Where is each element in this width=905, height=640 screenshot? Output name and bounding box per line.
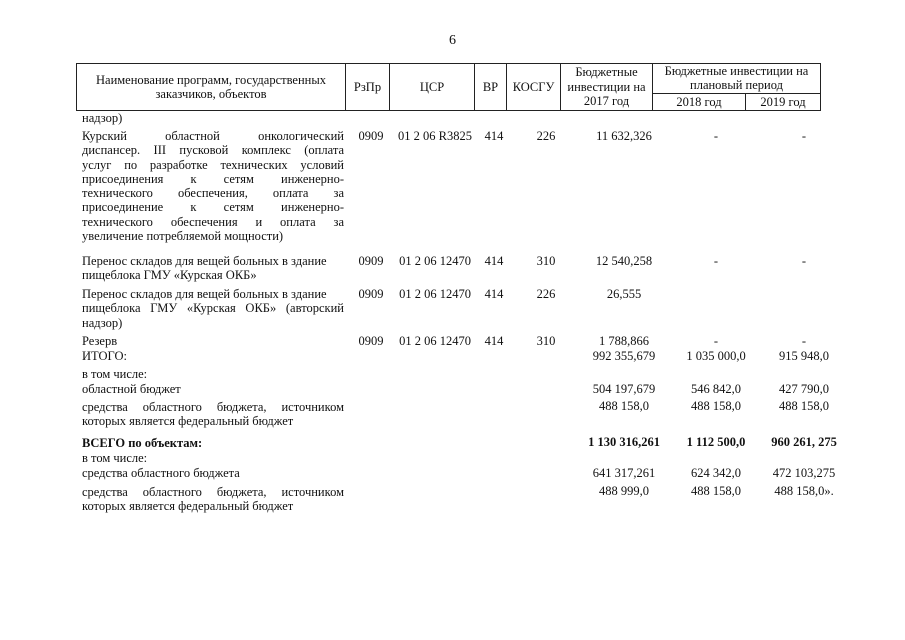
itogo-fed-2018: 488 158,0 (691, 399, 741, 413)
itogo-obl-label: областной бюджет (82, 382, 181, 396)
row-warehouse-rzpr: 0909 (358, 254, 384, 268)
header-csr: ЦСР (390, 64, 475, 111)
row-reserve-2019: - (801, 334, 807, 348)
itogo-2018: 1 035 000,0 (686, 349, 746, 363)
row-reserve-csr: 01 2 06 12470 (399, 334, 471, 348)
row-supervision-kosgu: 226 (536, 287, 556, 301)
vsego-2019: 960 261, 275 (771, 435, 837, 449)
vsego-2017: 1 130 316,261 (588, 435, 660, 449)
vsego-fed-2019: 488 158,0». (774, 484, 834, 498)
itogo-obl-2018: 546 842,0 (691, 382, 741, 396)
row-oncology-2017: 11 632,326 (596, 129, 652, 143)
row-oncology-rzpr: 0909 (358, 129, 384, 143)
itogo-2017: 992 355,679 (592, 349, 656, 363)
table-header (76, 63, 821, 111)
itogo-fed-2019: 488 158,0 (779, 399, 829, 413)
row-reserve-vr: 414 (484, 334, 504, 348)
header-name-column: Наименование программ, государственных заказчиков, объектов (77, 64, 346, 111)
row-continuation: надзор) (82, 111, 123, 125)
row-oncology-name: Курский областной онкологический диспансер. III пусковой комплекс (оплата услуг по разработке технических условий присоединения к сетям инженерно- технического обеспечения, оплата за присоединение к сетям инженерно- технического обеспечения и оплата за увеличение потребляемой мощности) (82, 129, 344, 244)
vsego-label: ВСЕГО по объектам: (82, 436, 203, 450)
row-warehouse-vr: 414 (484, 254, 504, 268)
vsego-obl-label: средства областного бюджета (82, 466, 240, 480)
row-supervision-rzpr: 0909 (358, 287, 384, 301)
itogo-obl-2019: 427 790,0 (779, 382, 829, 396)
header-year-2019: 2019 год (746, 93, 821, 110)
row-reserve-kosgu: 310 (536, 334, 556, 348)
row-reserve-2018: - (713, 334, 719, 348)
header-rzpr: РзПр (346, 64, 390, 111)
vsego-fed-label: средства областного бюджета, источником которых является федеральный бюджет (82, 485, 344, 514)
row-supervision-vr: 414 (484, 287, 504, 301)
row-supervision-name: Перенос складов для вещей больных в здание пищеблока ГМУ «Курская ОКБ» (авторский надзор) (82, 287, 344, 330)
header-invest-2017: Бюджетные инвестиции на 2017 год (561, 64, 653, 111)
row-oncology-kosgu: 226 (536, 129, 556, 143)
itogo-obl-2017: 504 197,679 (592, 382, 656, 396)
itogo-fed-2017: 488 158,0 (599, 399, 649, 413)
row-warehouse-kosgu: 310 (536, 254, 556, 268)
row-warehouse-2019: - (801, 254, 807, 268)
row-supervision-2017: 26,555 (606, 287, 642, 301)
header-year-2018: 2018 год (653, 93, 746, 110)
row-reserve-name: Резерв (82, 334, 118, 348)
row-reserve-2017: 1 788,866 (599, 334, 649, 348)
itogo-incl-label: в том числе: (82, 367, 148, 381)
row-warehouse-2018: - (713, 254, 719, 268)
vsego-fed-2018: 488 158,0 (691, 484, 741, 498)
vsego-obl-2019: 472 103,275 (772, 466, 836, 480)
vsego-incl-label: в том числе: (82, 451, 148, 465)
row-supervision-csr: 01 2 06 12470 (399, 287, 471, 301)
row-warehouse-csr: 01 2 06 12470 (399, 254, 471, 268)
row-oncology-vr: 414 (484, 129, 504, 143)
itogo-fed-label: средства областного бюджета, источником которых является федеральный бюджет (82, 400, 344, 429)
itogo-label: ИТОГО: (82, 349, 127, 363)
row-warehouse-name: Перенос складов для вещей больных в здание пищеблока ГМУ «Курская ОКБ» (82, 254, 327, 283)
header-kosgu: КОСГУ (507, 64, 561, 111)
row-warehouse-2017: 12 540,258 (595, 254, 653, 268)
page-number: 6 (449, 33, 456, 48)
header-vr: ВР (475, 64, 507, 111)
itogo-2019: 915 948,0 (779, 349, 829, 363)
vsego-obl-2017: 641 317,261 (592, 466, 656, 480)
row-oncology-csr: 01 2 06 R3825 (398, 129, 472, 143)
vsego-2018: 1 112 500,0 (686, 435, 746, 449)
vsego-obl-2018: 624 342,0 (691, 466, 741, 480)
row-oncology-2019: - (801, 129, 807, 143)
row-oncology-2018: - (713, 129, 719, 143)
row-reserve-rzpr: 0909 (358, 334, 384, 348)
vsego-fed-2017: 488 999,0 (599, 484, 649, 498)
header-invest-plan: Бюджетные инвестиции на плановый период (653, 64, 821, 94)
